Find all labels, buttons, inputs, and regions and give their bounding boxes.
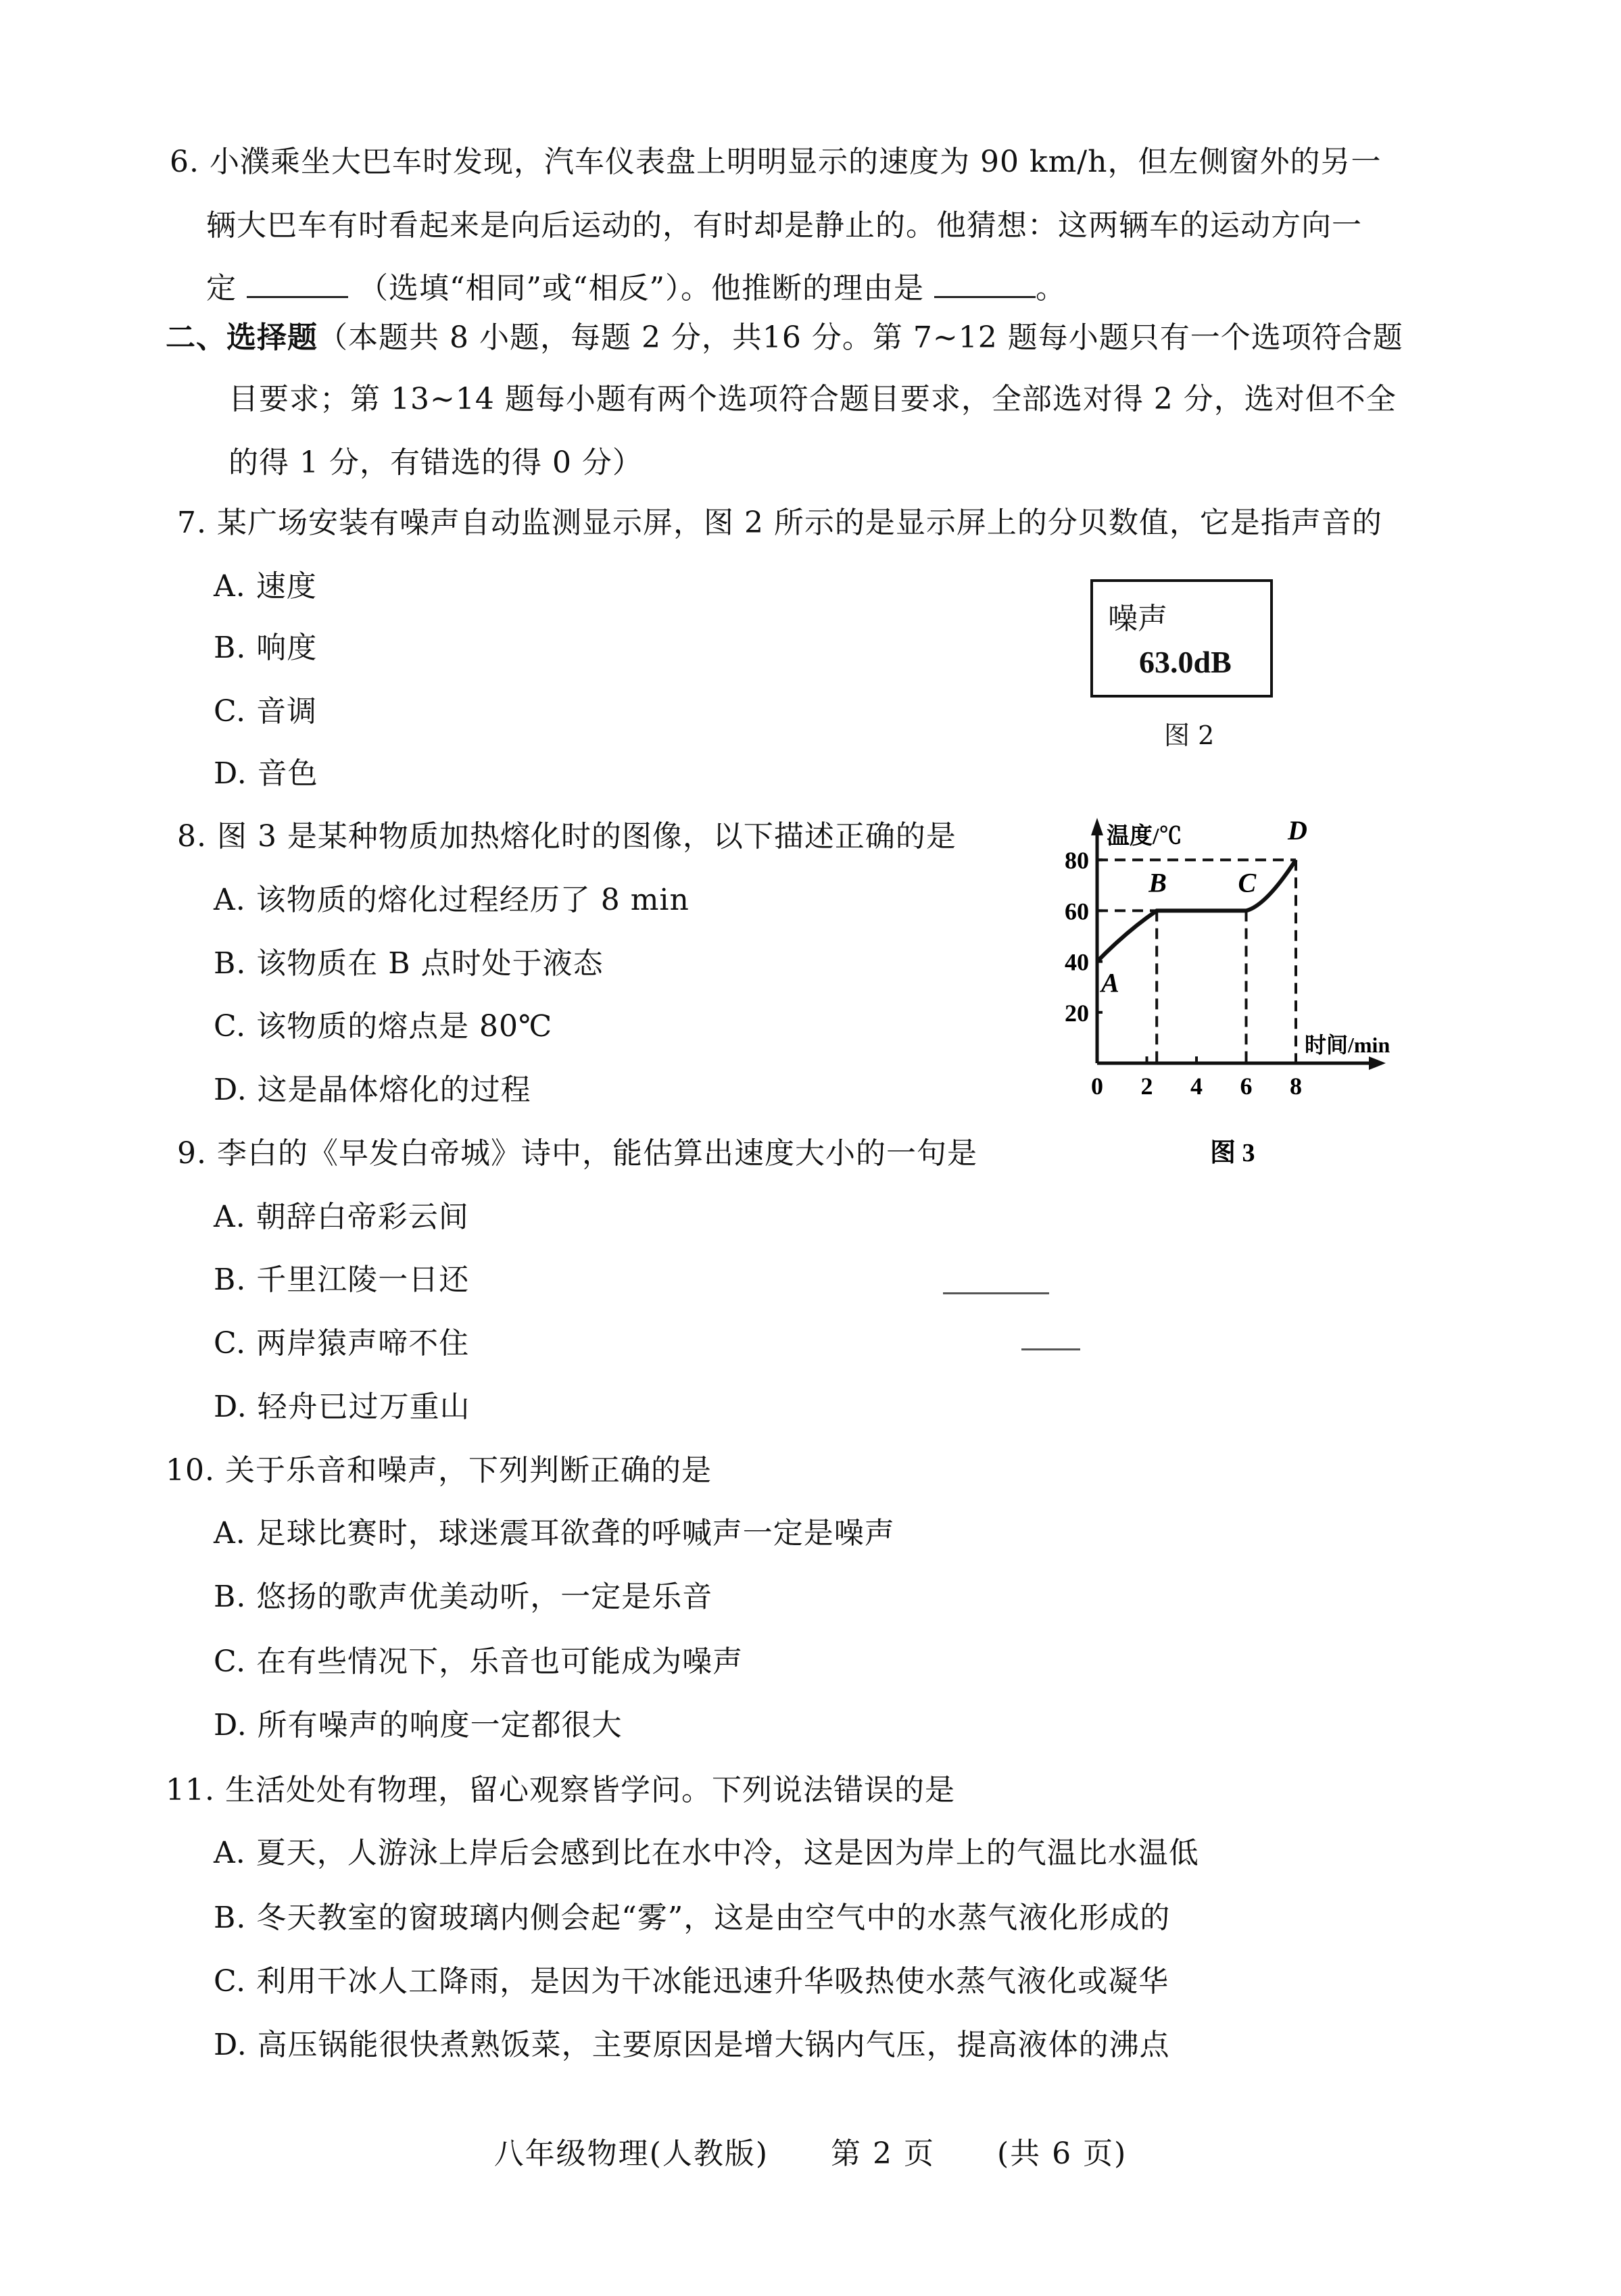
q11-stem: 11. 生活处处有物理，留心观察皆学问。下列说法错误的是	[166, 1773, 955, 1807]
q6-line-1: 6. 小濮乘坐大巴车时发现，汽车仪表盘上明明显示的速度为 90 km/h，但左侧窗外的另一	[170, 145, 1382, 179]
q9-stem: 9. 李白的《早发白帝城》诗中，能估算出速度大小的一句是	[177, 1136, 977, 1171]
q8-option-b[interactable]: B. 该物质在 B 点时处于液态	[214, 946, 604, 981]
x-tick-label: 4	[1190, 1073, 1203, 1100]
q11-option-b[interactable]: B. 冬天教室的窗玻璃内侧会起“雾”，这是由空气中的水蒸气液化形成的	[214, 1901, 1171, 1935]
section2-line-3: 的得 1 分，有错选的得 0 分）	[228, 445, 643, 480]
q10-option-c[interactable]: C. 在有些情况下，乐音也可能成为噪声	[214, 1644, 744, 1679]
x-tick-label: 8	[1290, 1073, 1302, 1100]
q10-option-b[interactable]: B. 悠扬的歌声优美动听，一定是乐音	[214, 1580, 713, 1614]
q7-option-a[interactable]: A. 速度	[214, 569, 317, 604]
point-label-d: D	[1288, 815, 1307, 846]
x-tick-label: 0	[1091, 1073, 1103, 1100]
figure3-caption: 图 3	[1210, 1139, 1255, 1167]
point-label-b: B	[1148, 867, 1167, 898]
y-axis-label: 温度/℃	[1107, 824, 1182, 849]
q6-text-c: 。	[1035, 271, 1066, 306]
point-label-c: C	[1238, 867, 1257, 898]
q7-stem: 7. 某广场安装有噪声自动监测显示屏，图 2 所示的是显示屏上的分贝数值，它是指声音的	[177, 506, 1382, 540]
q11-option-d[interactable]: D. 高压锅能很快煮熟饭菜，主要原因是增大锅内气压，提高液体的沸点	[214, 2028, 1170, 2062]
y-tick-label: 40	[1065, 948, 1089, 976]
q8-option-c[interactable]: C. 该物质的熔点是 80℃	[214, 1009, 553, 1044]
y-tick-label: 60	[1065, 898, 1089, 925]
q7-option-d[interactable]: D. 音色	[214, 756, 318, 791]
q6-text-a: 定	[206, 271, 237, 306]
x-tick-label: 2	[1140, 1073, 1153, 1100]
q8-option-d[interactable]: D. 这是晶体熔化的过程	[214, 1073, 531, 1107]
y-tick-label: 20	[1065, 999, 1089, 1027]
q8-option-a[interactable]: A. 该物质的熔化过程经历了 8 min	[214, 883, 689, 917]
q9-option-d[interactable]: D. 轻舟已过万重山	[214, 1390, 470, 1424]
q6-text-b: （选填“相同”或“相反”）。他推断的理由是	[358, 271, 924, 306]
q7-option-b[interactable]: B. 响度	[214, 631, 318, 665]
melting-curve	[1097, 860, 1296, 961]
x-axis-arrow-icon	[1369, 1056, 1386, 1070]
page-footer: 八年级物理(人教版) 第 2 页 (共 6 页)	[493, 2136, 1128, 2171]
q9-option-b[interactable]: B. 千里江陵一日还	[214, 1263, 470, 1297]
figure2-caption: 图 2	[1164, 720, 1215, 750]
q8-stem: 8. 图 3 是某种物质加热熔化时的图像，以下描述正确的是	[177, 819, 957, 854]
y-tick-label: 80	[1065, 847, 1089, 875]
section2-desc: （本题共 8 小题，每题 2 分，共16 分。第 7~12 题每小题只有一个选项符合题	[318, 320, 1403, 355]
noise-label: 噪声	[1108, 602, 1167, 636]
q11-option-c[interactable]: C. 利用干冰人工降雨，是因为干冰能迅速升华吸热使水蒸气液化或凝华	[214, 1964, 1169, 1999]
section2-title: 二、选择题	[166, 320, 318, 355]
q10-option-d[interactable]: D. 所有噪声的响度一定都很大	[214, 1708, 623, 1742]
noise-value: 63.0dB	[1139, 645, 1232, 679]
point-label-a: A	[1101, 967, 1119, 998]
q7-option-c[interactable]: C. 音调	[214, 694, 318, 729]
q10-option-a[interactable]: A. 足球比赛时，球迷震耳欲聋的呼喊声一定是噪声	[214, 1516, 895, 1550]
q9-option-c[interactable]: C. 两岸猿声啼不住	[214, 1326, 470, 1361]
y-axis-arrow-icon	[1091, 818, 1103, 835]
q11-option-a[interactable]: A. 夏天，人游泳上岸后会感到比在水中冷，这是因为岸上的气温比水温低	[214, 1836, 1199, 1870]
q6-line-2: 辆大巴车有时看起来是向后运动的，有时却是静止的。他猜想：这两辆车的运动方向一	[206, 208, 1362, 243]
q9-option-a[interactable]: A. 朝辞白帝彩云间	[214, 1200, 469, 1234]
q10-stem: 10. 关于乐音和噪声，下列判断正确的是	[166, 1453, 712, 1488]
x-axis-label: 时间/min	[1305, 1033, 1390, 1057]
x-tick-label: 6	[1240, 1073, 1253, 1100]
section2-line-2: 目要求；第 13~14 题每小题有两个选项符合题目要求，全部选对得 2 分，选对但不全	[228, 382, 1397, 416]
